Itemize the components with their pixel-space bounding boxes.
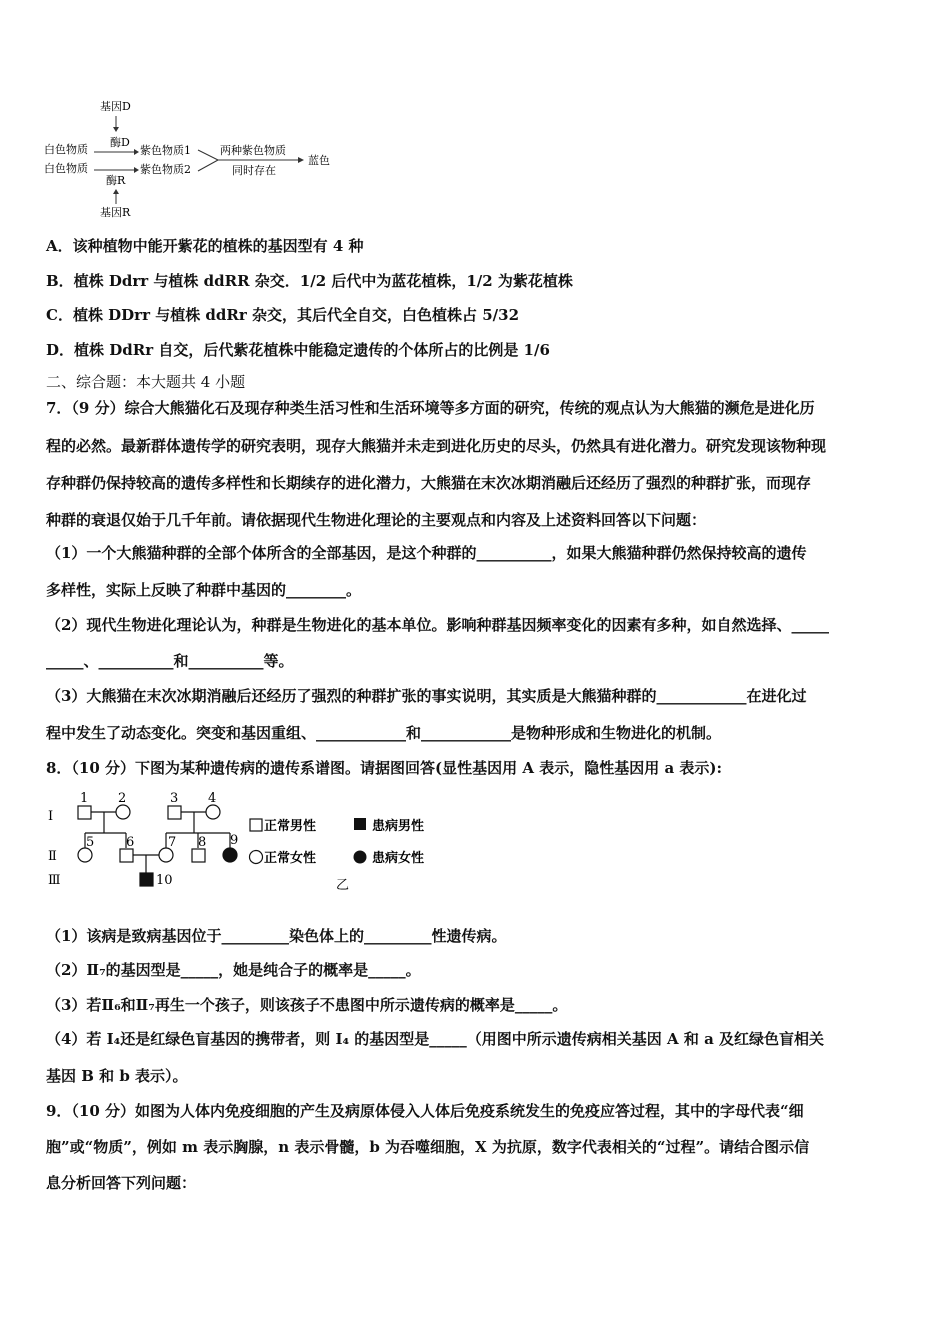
pigment-pathway-diagram bbox=[40, 96, 350, 226]
option-a: A．该种植物中能开紫花的植株的基因型有 4 种 bbox=[46, 237, 364, 255]
individual-10-affected-male bbox=[140, 873, 153, 886]
label-1: 1 bbox=[80, 791, 89, 806]
option-d: D．植株 DdRr 自交，后代紫花植株中能稳定遗传的个体所占的比例是 1/6 bbox=[46, 341, 550, 359]
q7-part-1b: 多样性，实际上反映了种群中基因的________。 bbox=[46, 581, 362, 599]
gene-d-label: 基因D bbox=[100, 100, 131, 113]
label-6: 6 bbox=[126, 835, 135, 850]
legend-normal-male-symbol bbox=[250, 819, 262, 831]
section-2-title: 二、综合题：本大题共 4 小题 bbox=[46, 373, 246, 391]
white-substance-1: 白色物质 bbox=[44, 143, 88, 156]
coexist-label: 同时存在 bbox=[232, 164, 276, 177]
label-5: 5 bbox=[86, 835, 95, 850]
enzyme-r-label: 酶R bbox=[106, 174, 126, 187]
q8-part-4b: 基因 B 和 b 表示）。 bbox=[46, 1067, 188, 1085]
q8-part-1: （1）该病是致病基因位于_________染色体上的_________性遗传病。 bbox=[46, 927, 507, 945]
purple-substance-1: 紫色物质1 bbox=[140, 144, 191, 157]
q7-part-3a: （3）大熊猫在末次冰期消融后还经历了强烈的种群扩张的事实说明，其实质是大熊猫种群的____________在进化过 bbox=[46, 687, 807, 705]
legend-affected-female: 患病女性 bbox=[372, 851, 425, 866]
label-3: 3 bbox=[170, 791, 179, 806]
q7-line-1: 7．（9 分）综合大熊猫化石及现存种类生活习性和生活环境等多方面的研究，传统的观点认为大熊猫的濒危是进化历 bbox=[46, 399, 815, 417]
q8-part-3: （3）若Ⅱ₆和Ⅱ₇再生一个孩子，则该孩子不患图中所示遗传病的概率是_____。 bbox=[46, 996, 568, 1014]
legend-affected-male: 患病男性 bbox=[372, 819, 425, 834]
legend-normal-male: 正常男性 bbox=[264, 819, 317, 834]
individual-4-normal-female bbox=[206, 805, 220, 819]
legend-normal-female-symbol bbox=[250, 851, 263, 864]
individual-3-normal-male bbox=[168, 806, 181, 819]
individual-9-affected-female bbox=[223, 848, 237, 862]
individual-6-normal-male bbox=[120, 849, 133, 862]
q7-line-4: 种群的衰退仅始于几千年前。请依据现代生物进化理论的主要观点和内容及上述资料回答以下问题： bbox=[46, 511, 707, 529]
blue-label: 蓝色 bbox=[308, 154, 330, 167]
q9-line-3: 息分析回答下列问题： bbox=[46, 1174, 197, 1192]
q8-part-4a: （4）若 I₄还是红绿色盲基因的携带者，则 I₄ 的基因型是_____（用图中所示遗传病相关基因 A 和 a 及红绿色盲相关 bbox=[46, 1030, 825, 1048]
label-9: 9 bbox=[230, 833, 239, 848]
gen-label-3: Ⅲ bbox=[48, 873, 61, 888]
enzyme-d-label: 酶D bbox=[110, 136, 130, 149]
gen-label-2: Ⅱ bbox=[48, 849, 57, 864]
label-2: 2 bbox=[118, 791, 127, 806]
gene-r-label: 基因R bbox=[100, 206, 131, 219]
q9-line-1: 9．（10 分）如图为人体内免疫细胞的产生及病原体侵入人体后免疫系统发生的免疫应答过程，其中的字母代表“细 bbox=[46, 1102, 804, 1120]
label-10: 10 bbox=[156, 873, 173, 888]
both-purple-label: 两种紫色物质 bbox=[220, 144, 286, 157]
q7-line-3: 存种群仍保持较高的遗传多样性和长期续存的进化潜力，大熊猫在末次冰期消融后还经历了强烈的种群扩张，而现存 bbox=[46, 474, 812, 492]
white-substance-2: 白色物质 bbox=[44, 162, 88, 175]
legend-affected-female-symbol bbox=[354, 851, 367, 864]
q8-part-2: （2）Ⅱ₇的基因型是_____，她是纯合子的概率是_____。 bbox=[46, 961, 421, 979]
pedigree-chart bbox=[40, 786, 460, 894]
q7-part-1a: （1）一个大熊猫种群的全部个体所含的全部基因，是这个种群的__________，如果大熊猫种群仍然保持较高的遗传 bbox=[46, 544, 807, 562]
individual-2-normal-female bbox=[116, 805, 130, 819]
label-7: 7 bbox=[168, 835, 177, 850]
legend-affected-male-symbol bbox=[354, 818, 366, 830]
option-c: C．植株 DDrr 与植株 ddRr 杂交，其后代全自交，白色植株占 5/32 bbox=[46, 306, 520, 324]
gen-label-1: Ⅰ bbox=[48, 809, 54, 824]
legend-normal-female: 正常女性 bbox=[264, 851, 317, 866]
q7-part-2b: _____、__________和__________等。 bbox=[46, 652, 294, 670]
purple-substance-2: 紫色物质2 bbox=[140, 163, 191, 176]
q7-line-2: 程的必然。最新群体遗传学的研究表明，现存大熊猫并未走到进化历史的尽头，仍然具有进化潜力。研究发现该物种现 bbox=[46, 437, 827, 455]
label-4: 4 bbox=[208, 791, 217, 806]
option-b: B．植株 Ddrr 与植株 ddRR 杂交．1/2 后代中为蓝花植株，1/2 为紫花植株 bbox=[46, 272, 573, 290]
q7-part-3b: 程中发生了动态变化。突变和基因重组、____________和____________是物种形成和生物进化的机制。 bbox=[46, 724, 722, 742]
pedigree-caption: 乙 bbox=[336, 878, 350, 893]
q7-part-2a: （2）现代生物进化理论认为，种群是生物进化的基本单位。影响种群基因频率变化的因素有多种，如自然选择、_____ bbox=[46, 616, 829, 634]
label-8: 8 bbox=[198, 835, 207, 850]
q9-line-2: 胞”或“物质”，例如 m 表示胸腺，n 表示骨髓，b 为吞噬细胞，X 为抗原，数字代表相关的“过程”。请结合图示信 bbox=[46, 1138, 810, 1156]
q8-stem: 8．（10 分）下图为某种遗传病的遗传系谱图。请据图回答(显性基因用 A 表示，隐性基因用 a 表示): bbox=[46, 759, 723, 777]
individual-1-normal-male bbox=[78, 806, 91, 819]
individual-5-normal-female bbox=[78, 848, 92, 862]
individual-7-normal-female bbox=[159, 848, 173, 862]
individual-8-normal-male bbox=[192, 849, 205, 862]
